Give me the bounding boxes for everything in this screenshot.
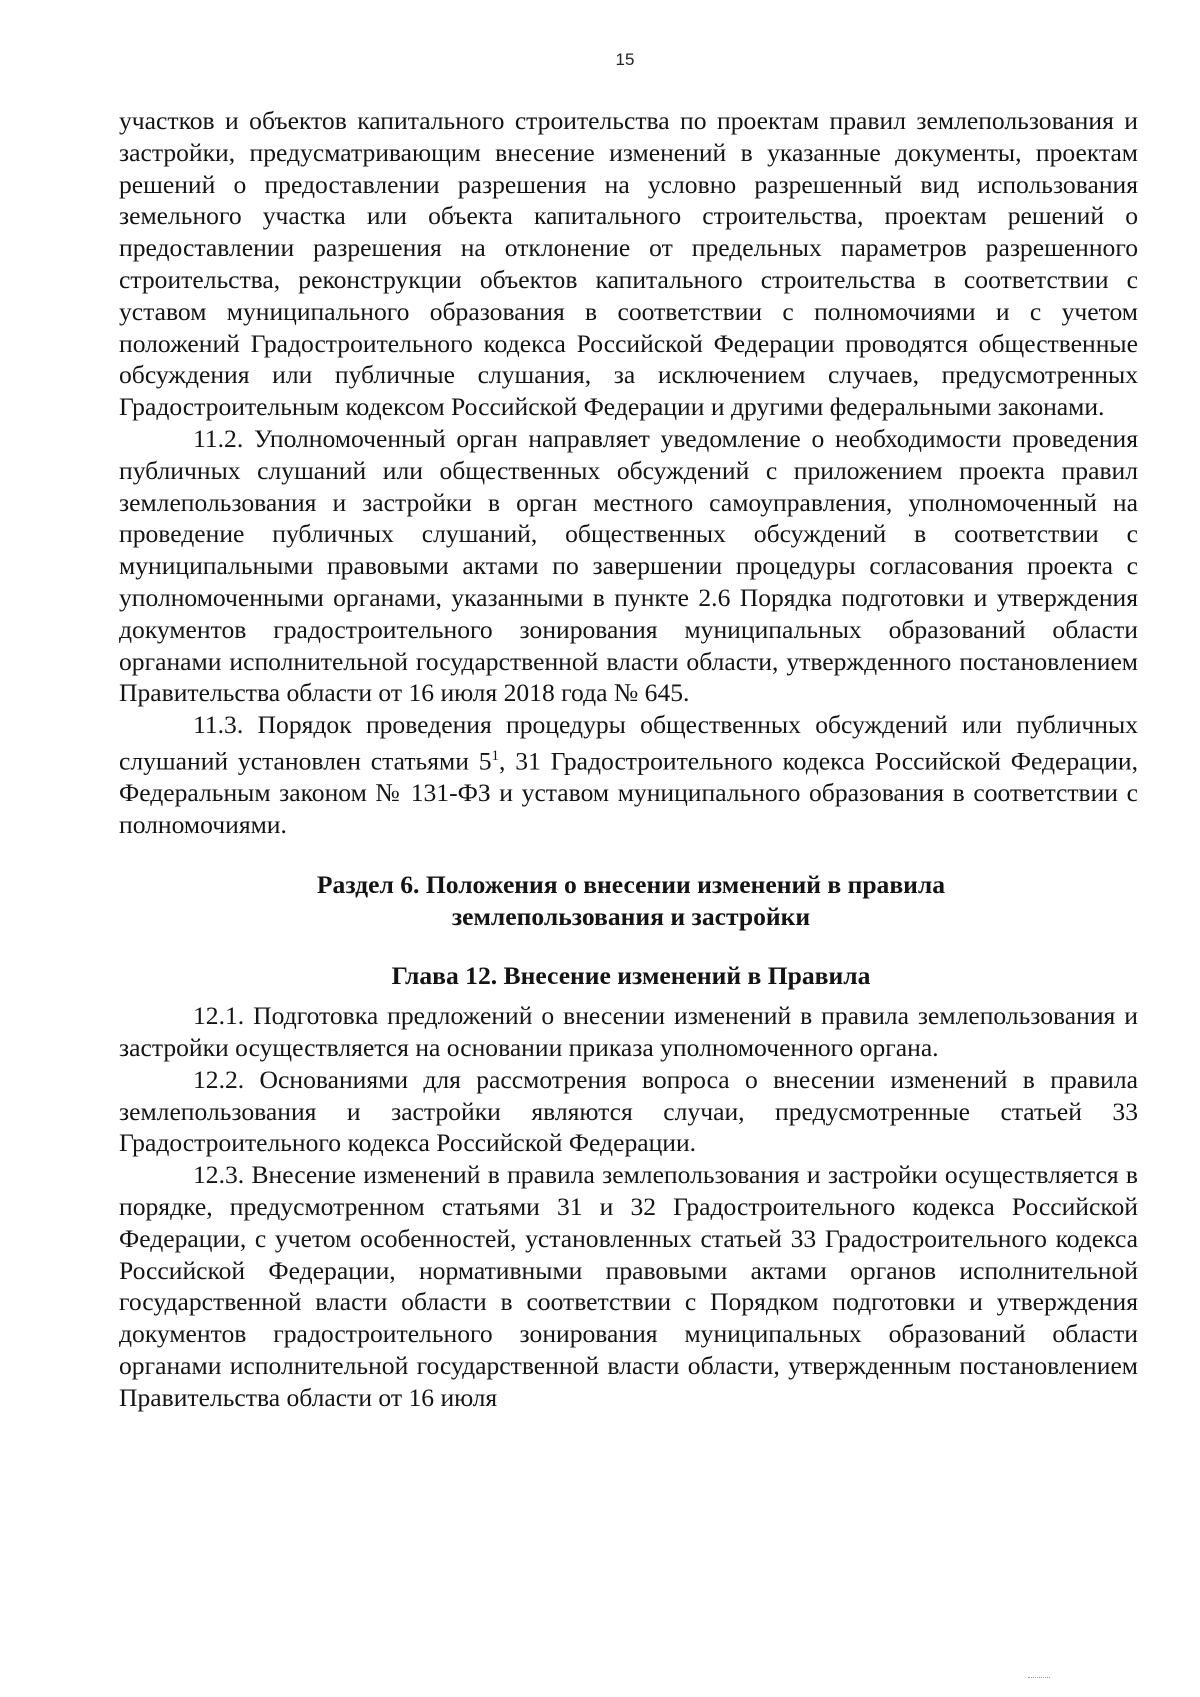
paragraph-12-3: 12.3. Внесение изменений в правила землепользования и застройки осуществляется в порядке, предусмотренном статьями 31 и 32 Градостроительного кодекса Российской Федерации, с учетом особенностей, установленных статьей 33 Градостроительного кодекса Российской Федерации, нормативными правовыми актами органов исполнительной государственной власти области в соответствии с Порядком подготовки и утверждения документов градостроительного зонирования муниципальных образований области органами исполнительной государственной власти области, утвержденным постановлением Правительства области от 16 июля: [119, 1160, 1138, 1412]
paragraph-11-3-text-before: 11.3. Порядок проведения процедуры общественных обсуждений или публичных слушаний установлен статьями 5: [119, 710, 1138, 776]
scan-artifact: [1028, 1677, 1050, 1683]
paragraph-11-3: [119, 709, 1138, 841]
section-heading-line-1: Раздел 6. Положения о внесении изменений в правила: [316, 869, 946, 899]
chapter-heading: Глава 12. Внесение изменений в Правила: [391, 961, 871, 991]
paragraph-11-2: 11.2. Уполномоченный орган направляет уведомление о необходимости проведения публичных слушаний или общественных обсуждений с приложением проекта правил землепользования и застройки в орган местного самоуправления, уполномоченный на проведение публичных слушаний, общественных обсуждений в соответствии с муниципальными правовыми актами по завершении процедуры согласования проекта с уполномоченными органами, указанными в пункте 2.6 Порядка подготовки и утверждения документов градостроительного зонирования муниципальных образований области органами исполнительной государственной власти области, утвержденного постановлением Правительства области от 16 июля 2018 года № 645.: [119, 423, 1138, 708]
paragraph-11-3-text-after: , 31 Градостроительного кодекса Российской Федерации, Федеральным законом № 131-ФЗ и уставом муниципального образования в соответствии с полномочиями.: [119, 746, 1138, 840]
page-number: 15: [615, 50, 635, 69]
document-body: [119, 105, 1138, 1414]
paragraph-12-2: 12.2. Основаниями для рассмотрения вопроса о внесении изменений в правила землепользования и застройки являются случаи, предусмотренные статьей 33 Градостроительного кодекса Российской Федерации.: [119, 1064, 1138, 1158]
section-heading-line-2: землепользования и застройки: [451, 901, 811, 931]
paragraph-continuation: участков и объектов капитального строительства по проектам правил землепользования и застройки, предусматривающим внесение изменений в указанные документы, проектам решений о предоставлении разрешения на условно разрешенный вид использования земельного участка или объекта капитального строительства, проектам решений о предоставлении разрешения на отклонение от предельных параметров разрешенного строительства, реконструкции объектов капитального строительства в соответствии с уставом муниципального образования в соответствии с полномочиями и с учетом положений Градостроительного кодекса Российской Федерации проводятся общественные обсуждения или публичные слушания, за исключением случаев, предусмотренных Градостроительным кодексом Российской Федерации и другими федеральными законами.: [119, 106, 1138, 422]
superscript-marker: 1: [491, 747, 500, 764]
paragraph-12-1: 12.1. Подготовка предложений о внесении изменений в правила землепользования и застройки осуществляется на основании приказа уполномоченного органа.: [119, 1001, 1138, 1063]
section-heading: [119, 869, 1143, 933]
